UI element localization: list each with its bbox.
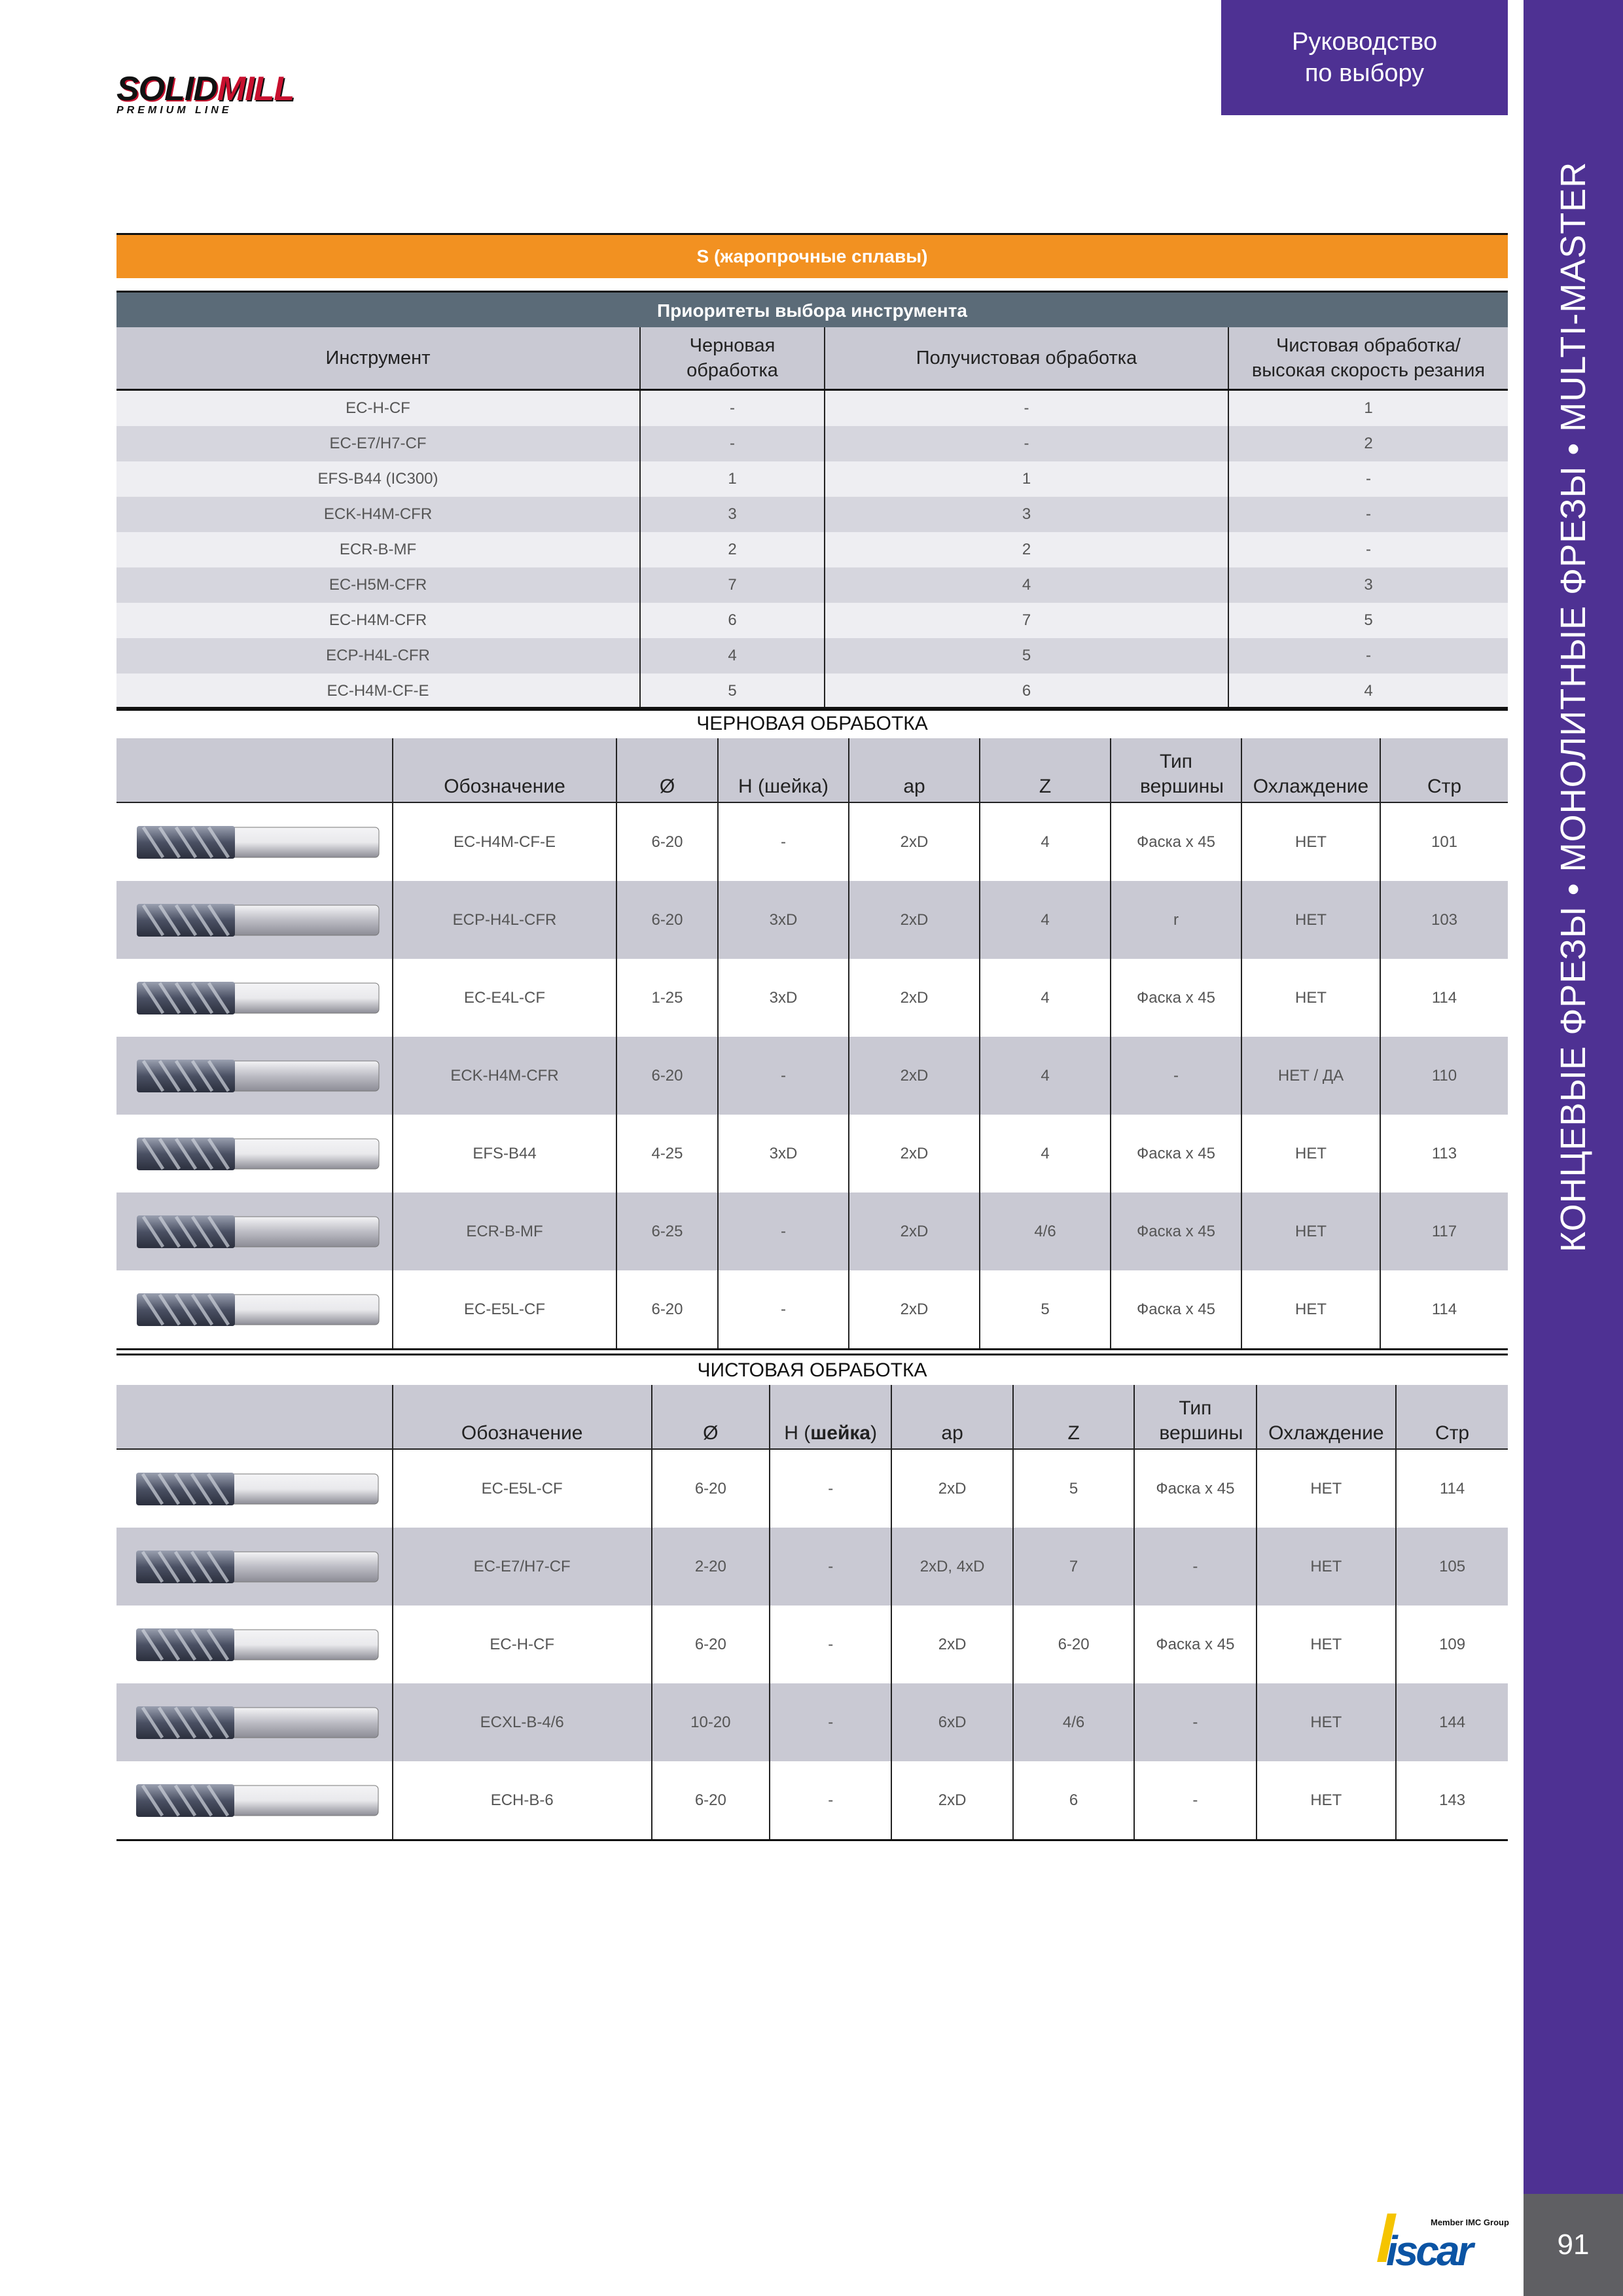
priority-cell: EC-H4M-CF-E — [116, 673, 640, 710]
roughing-cell: Фаска x 45 — [1111, 1193, 1241, 1270]
roughing-cell: Фаска x 45 — [1111, 959, 1241, 1037]
finishing-image-cell — [116, 1761, 393, 1840]
priority-cell: EC-E7/H7-CF — [116, 426, 640, 461]
priority-cell: - — [1228, 638, 1508, 673]
finishing-cell: 6-20 — [1013, 1605, 1134, 1683]
priority-cell: EC-H-CF — [116, 390, 640, 427]
roughing-row — [116, 959, 1508, 1037]
roughing-cell: 4 — [980, 1115, 1111, 1193]
finishing-cell: 6xD — [891, 1683, 1013, 1761]
priority-cell: - — [640, 426, 825, 461]
end-mill-image — [124, 1053, 385, 1099]
roughing-cell: Фаска x 45 — [1111, 802, 1241, 881]
roughing-header-cooling: Охлаждение — [1241, 738, 1380, 802]
logo-sub-text: PREMIUM LINE — [116, 105, 232, 116]
roughing-cell: 2xD — [849, 1115, 980, 1193]
priority-header-rough — [640, 327, 825, 390]
finishing-cell: - — [770, 1449, 891, 1528]
finishing-cell: 6-20 — [652, 1605, 770, 1683]
finishing-header-cooling: Охлаждение — [1257, 1385, 1397, 1449]
priority-cell: 3 — [640, 497, 825, 532]
finishing-cell: 5 — [1013, 1449, 1134, 1528]
finishing-cell: 10-20 — [652, 1683, 770, 1761]
finishing-header-page: Стр — [1396, 1385, 1508, 1449]
end-mill-image — [124, 1131, 385, 1177]
roughing-cell: - — [718, 1037, 849, 1115]
priority-header-tool: Инструмент — [116, 327, 640, 390]
roughing-cell: 110 — [1380, 1037, 1508, 1115]
finishing-cell: НЕТ — [1257, 1683, 1397, 1761]
end-mill-image — [124, 975, 385, 1021]
priority-title: Приоритеты выбора инструмента — [116, 291, 1508, 329]
priority-cell: 6 — [640, 603, 825, 638]
roughing-cell: 6-20 — [616, 802, 718, 881]
roughing-cell: 103 — [1380, 881, 1508, 959]
roughing-cell: - — [718, 802, 849, 881]
roughing-cell: - — [718, 1193, 849, 1270]
roughing-cell: 6-25 — [616, 1193, 718, 1270]
finishing-cell: - — [1134, 1761, 1256, 1840]
finishing-header-image — [116, 1385, 393, 1449]
finishing-header-tip-text: Тип вершины — [1159, 1397, 1243, 1444]
priority-cell: EC-H4M-CFR — [116, 603, 640, 638]
priority-cell: 7 — [640, 567, 825, 603]
priority-cell: EFS-B44 (IC300) — [116, 461, 640, 497]
roughing-cell: 2xD — [849, 1270, 980, 1350]
end-mill-image — [123, 1544, 385, 1590]
priority-cell: 1 — [825, 461, 1228, 497]
priority-row — [116, 603, 1508, 638]
solidmill-logo — [116, 69, 294, 117]
finishing-header-designation: Обозначение — [393, 1385, 652, 1449]
roughing-cell: 2xD — [849, 959, 980, 1037]
roughing-cell: 3xD — [718, 1115, 849, 1193]
roughing-cell: - — [718, 1270, 849, 1350]
roughing-cell: 4/6 — [980, 1193, 1111, 1270]
roughing-cell: 4-25 — [616, 1115, 718, 1193]
iscar-member-text: Member IMC Group — [1431, 2217, 1509, 2227]
end-mill-image — [124, 819, 385, 865]
finishing-image-cell — [116, 1683, 393, 1761]
priority-cell: - — [825, 426, 1228, 461]
priority-cell: 5 — [640, 673, 825, 710]
roughing-cell: НЕТ — [1241, 802, 1380, 881]
finishing-header-neck-b: шейка — [810, 1422, 871, 1444]
priority-cell: 2 — [1228, 426, 1508, 461]
finishing-image-cell — [116, 1528, 393, 1605]
roughing-header-designation: Обозначение — [393, 738, 616, 802]
roughing-cell: EC-H4M-CF-E — [393, 802, 616, 881]
priority-cell: 5 — [1228, 603, 1508, 638]
guide-tab-line2: по выбору — [1304, 60, 1425, 87]
finishing-cell: - — [770, 1683, 891, 1761]
finishing-cell: - — [1134, 1683, 1256, 1761]
roughing-image-cell — [116, 1037, 393, 1115]
roughing-image-cell — [116, 959, 393, 1037]
finishing-cell: 6-20 — [652, 1449, 770, 1528]
material-title: S (жаропрочные сплавы) — [116, 233, 1508, 278]
roughing-cell: 101 — [1380, 802, 1508, 881]
roughing-cell: 3xD — [718, 959, 849, 1037]
roughing-cell: НЕТ — [1241, 1193, 1380, 1270]
roughing-cell: EFS-B44 — [393, 1115, 616, 1193]
priority-cell: 4 — [1228, 673, 1508, 710]
finishing-header-neck-c: ) — [870, 1422, 878, 1444]
roughing-header-tip — [1111, 738, 1241, 802]
roughing-title: ЧЕРНОВАЯ ОБРАБОТКА — [116, 707, 1508, 735]
finishing-cell: ECH-B-6 — [393, 1761, 652, 1840]
priority-cell: 3 — [825, 497, 1228, 532]
roughing-row — [116, 1193, 1508, 1270]
finishing-row — [116, 1528, 1508, 1605]
roughing-cell: 113 — [1380, 1115, 1508, 1193]
roughing-cell: 117 — [1380, 1193, 1508, 1270]
roughing-header-diameter: Ø — [616, 738, 718, 802]
priority-cell: ECR-B-MF — [116, 532, 640, 567]
roughing-cell: 4 — [980, 802, 1111, 881]
finishing-cell: НЕТ — [1257, 1761, 1397, 1840]
finishing-cell: - — [770, 1528, 891, 1605]
roughing-cell: 2xD — [849, 802, 980, 881]
finishing-cell: НЕТ — [1257, 1449, 1397, 1528]
finishing-cell: 2xD — [891, 1605, 1013, 1683]
roughing-header-image — [116, 738, 393, 802]
priority-cell: 4 — [640, 638, 825, 673]
roughing-cell: НЕТ — [1241, 959, 1380, 1037]
finishing-image-cell — [116, 1605, 393, 1683]
roughing-cell: r — [1111, 881, 1241, 959]
priority-cell: 1 — [640, 461, 825, 497]
finishing-cell: 2-20 — [652, 1528, 770, 1605]
roughing-header-page: Стр — [1380, 738, 1508, 802]
priority-cell: 3 — [1228, 567, 1508, 603]
roughing-cell: ECP-H4L-CFR — [393, 881, 616, 959]
priority-cell: ECP-H4L-CFR — [116, 638, 640, 673]
priority-cell: - — [1228, 497, 1508, 532]
priority-cell: 6 — [825, 673, 1228, 710]
guide-tab — [1221, 0, 1508, 115]
priority-header-finish-text: Чистовая обработка/ высокая скорость резания — [1251, 335, 1486, 381]
finishing-cell: 2xD — [891, 1449, 1013, 1528]
roughing-image-cell — [116, 1270, 393, 1350]
roughing-row — [116, 1037, 1508, 1115]
finishing-header-neck — [770, 1385, 891, 1449]
finishing-cell: - — [770, 1605, 891, 1683]
roughing-cell: ECK-H4M-CFR — [393, 1037, 616, 1115]
roughing-cell: НЕТ — [1241, 881, 1380, 959]
finishing-cell: - — [770, 1761, 891, 1840]
priority-table — [116, 327, 1508, 711]
roughing-row — [116, 1115, 1508, 1193]
roughing-cell: НЕТ — [1241, 1270, 1380, 1350]
priority-row — [116, 532, 1508, 567]
roughing-cell: 2xD — [849, 1193, 980, 1270]
roughing-row — [116, 1270, 1508, 1350]
priority-cell: EC-H5M-CFR — [116, 567, 640, 603]
finishing-row — [116, 1449, 1508, 1528]
roughing-cell: НЕТ / ДА — [1241, 1037, 1380, 1115]
roughing-cell: 4 — [980, 1037, 1111, 1115]
finishing-cell: 6 — [1013, 1761, 1134, 1840]
finishing-cell: EC-H-CF — [393, 1605, 652, 1683]
roughing-cell: 6-20 — [616, 881, 718, 959]
side-band-text: КОНЦЕВЫЕ ФРЕЗЫ • МОНОЛИТНЫЕ ФРЕЗЫ • MULTI-MASTER — [1554, 161, 1593, 1253]
finishing-cell: EC-E5L-CF — [393, 1449, 652, 1528]
roughing-row — [116, 881, 1508, 959]
roughing-cell: - — [1111, 1037, 1241, 1115]
finishing-cell: 4/6 — [1013, 1683, 1134, 1761]
end-mill-image — [123, 1622, 385, 1668]
roughing-cell: EC-E4L-CF — [393, 959, 616, 1037]
priority-cell: - — [825, 390, 1228, 427]
end-mill-image — [124, 1287, 385, 1333]
finishing-cell: 7 — [1013, 1528, 1134, 1605]
roughing-cell: Фаска x 45 — [1111, 1270, 1241, 1350]
roughing-image-cell — [116, 881, 393, 959]
finishing-cell: 109 — [1396, 1605, 1508, 1683]
roughing-row — [116, 802, 1508, 881]
finishing-cell: 2xD, 4xD — [891, 1528, 1013, 1605]
roughing-cell: 6-20 — [616, 1270, 718, 1350]
finishing-cell: 114 — [1396, 1449, 1508, 1528]
logo-main-text-red: MILL — [217, 70, 294, 108]
end-mill-image — [124, 1209, 385, 1255]
finishing-cell: Фаска x 45 — [1134, 1605, 1256, 1683]
finishing-cell: EC-E7/H7-CF — [393, 1528, 652, 1605]
priority-cell: - — [1228, 461, 1508, 497]
roughing-cell: 3xD — [718, 881, 849, 959]
priority-row — [116, 638, 1508, 673]
finishing-cell: 6-20 — [652, 1761, 770, 1840]
roughing-table — [116, 738, 1508, 1350]
finishing-cell: НЕТ — [1257, 1528, 1397, 1605]
finishing-cell: 2xD — [891, 1761, 1013, 1840]
priority-cell: 1 — [1228, 390, 1508, 427]
finishing-header-diameter: Ø — [652, 1385, 770, 1449]
roughing-header-neck: H (шейка) — [718, 738, 849, 802]
roughing-header-z: Z — [980, 738, 1111, 802]
finishing-row — [116, 1605, 1508, 1683]
finishing-cell: 105 — [1396, 1528, 1508, 1605]
priority-cell: 2 — [640, 532, 825, 567]
priority-row — [116, 567, 1508, 603]
finishing-header-neck-a: H ( — [784, 1422, 811, 1444]
end-mill-image — [124, 897, 385, 943]
roughing-image-cell — [116, 1193, 393, 1270]
priority-cell: - — [640, 390, 825, 427]
roughing-cell: 114 — [1380, 959, 1508, 1037]
guide-tab-line1: Руководство — [1291, 28, 1438, 56]
priority-row — [116, 673, 1508, 710]
priority-cell: 2 — [825, 532, 1228, 567]
roughing-header-tip-text: Тип вершины — [1140, 751, 1224, 797]
priority-header-finish — [1228, 327, 1508, 390]
priority-cell: ECK-H4M-CFR — [116, 497, 640, 532]
priority-cell: 4 — [825, 567, 1228, 603]
roughing-cell: ECR-B-MF — [393, 1193, 616, 1270]
finishing-header-z: Z — [1013, 1385, 1134, 1449]
finishing-table — [116, 1385, 1508, 1841]
finishing-image-cell — [116, 1449, 393, 1528]
priority-cell: 7 — [825, 603, 1228, 638]
finishing-cell: ECXL-B-4/6 — [393, 1683, 652, 1761]
end-mill-image — [123, 1700, 385, 1746]
finishing-cell: - — [1134, 1528, 1256, 1605]
priority-row — [116, 497, 1508, 532]
finishing-row — [116, 1761, 1508, 1840]
roughing-cell: 6-20 — [616, 1037, 718, 1115]
roughing-cell: 114 — [1380, 1270, 1508, 1350]
roughing-cell: 2xD — [849, 1037, 980, 1115]
roughing-cell: 4 — [980, 959, 1111, 1037]
finishing-row — [116, 1683, 1508, 1761]
priority-cell: - — [1228, 532, 1508, 567]
priority-header-rough-text: Черновая обработка — [687, 335, 778, 381]
page-number: 91 — [1524, 2194, 1623, 2296]
roughing-cell: 1-25 — [616, 959, 718, 1037]
roughing-cell: Фаска x 45 — [1111, 1115, 1241, 1193]
priority-row — [116, 461, 1508, 497]
roughing-image-cell — [116, 802, 393, 881]
finishing-header-ap: ap — [891, 1385, 1013, 1449]
priority-row — [116, 426, 1508, 461]
end-mill-image — [123, 1466, 385, 1512]
finishing-title: ЧИСТОВАЯ ОБРАБОТКА — [116, 1354, 1508, 1382]
finishing-cell: Фаска x 45 — [1134, 1449, 1256, 1528]
finishing-header-tip — [1134, 1385, 1256, 1449]
roughing-cell: 2xD — [849, 881, 980, 959]
logo-main-text: SOLID — [116, 70, 217, 108]
finishing-cell: НЕТ — [1257, 1605, 1397, 1683]
finishing-cell: 144 — [1396, 1683, 1508, 1761]
roughing-cell: НЕТ — [1241, 1115, 1380, 1193]
iscar-logo-word: iscar — [1386, 2227, 1471, 2274]
finishing-cell: 143 — [1396, 1761, 1508, 1840]
roughing-image-cell — [116, 1115, 393, 1193]
roughing-cell: 5 — [980, 1270, 1111, 1350]
priority-row — [116, 390, 1508, 427]
roughing-header-ap: ap — [849, 738, 980, 802]
priority-cell: 5 — [825, 638, 1228, 673]
priority-header-semi: Получистовая обработка — [825, 327, 1228, 390]
roughing-cell: 4 — [980, 881, 1111, 959]
roughing-cell: EC-E5L-CF — [393, 1270, 616, 1350]
end-mill-image — [123, 1778, 385, 1823]
